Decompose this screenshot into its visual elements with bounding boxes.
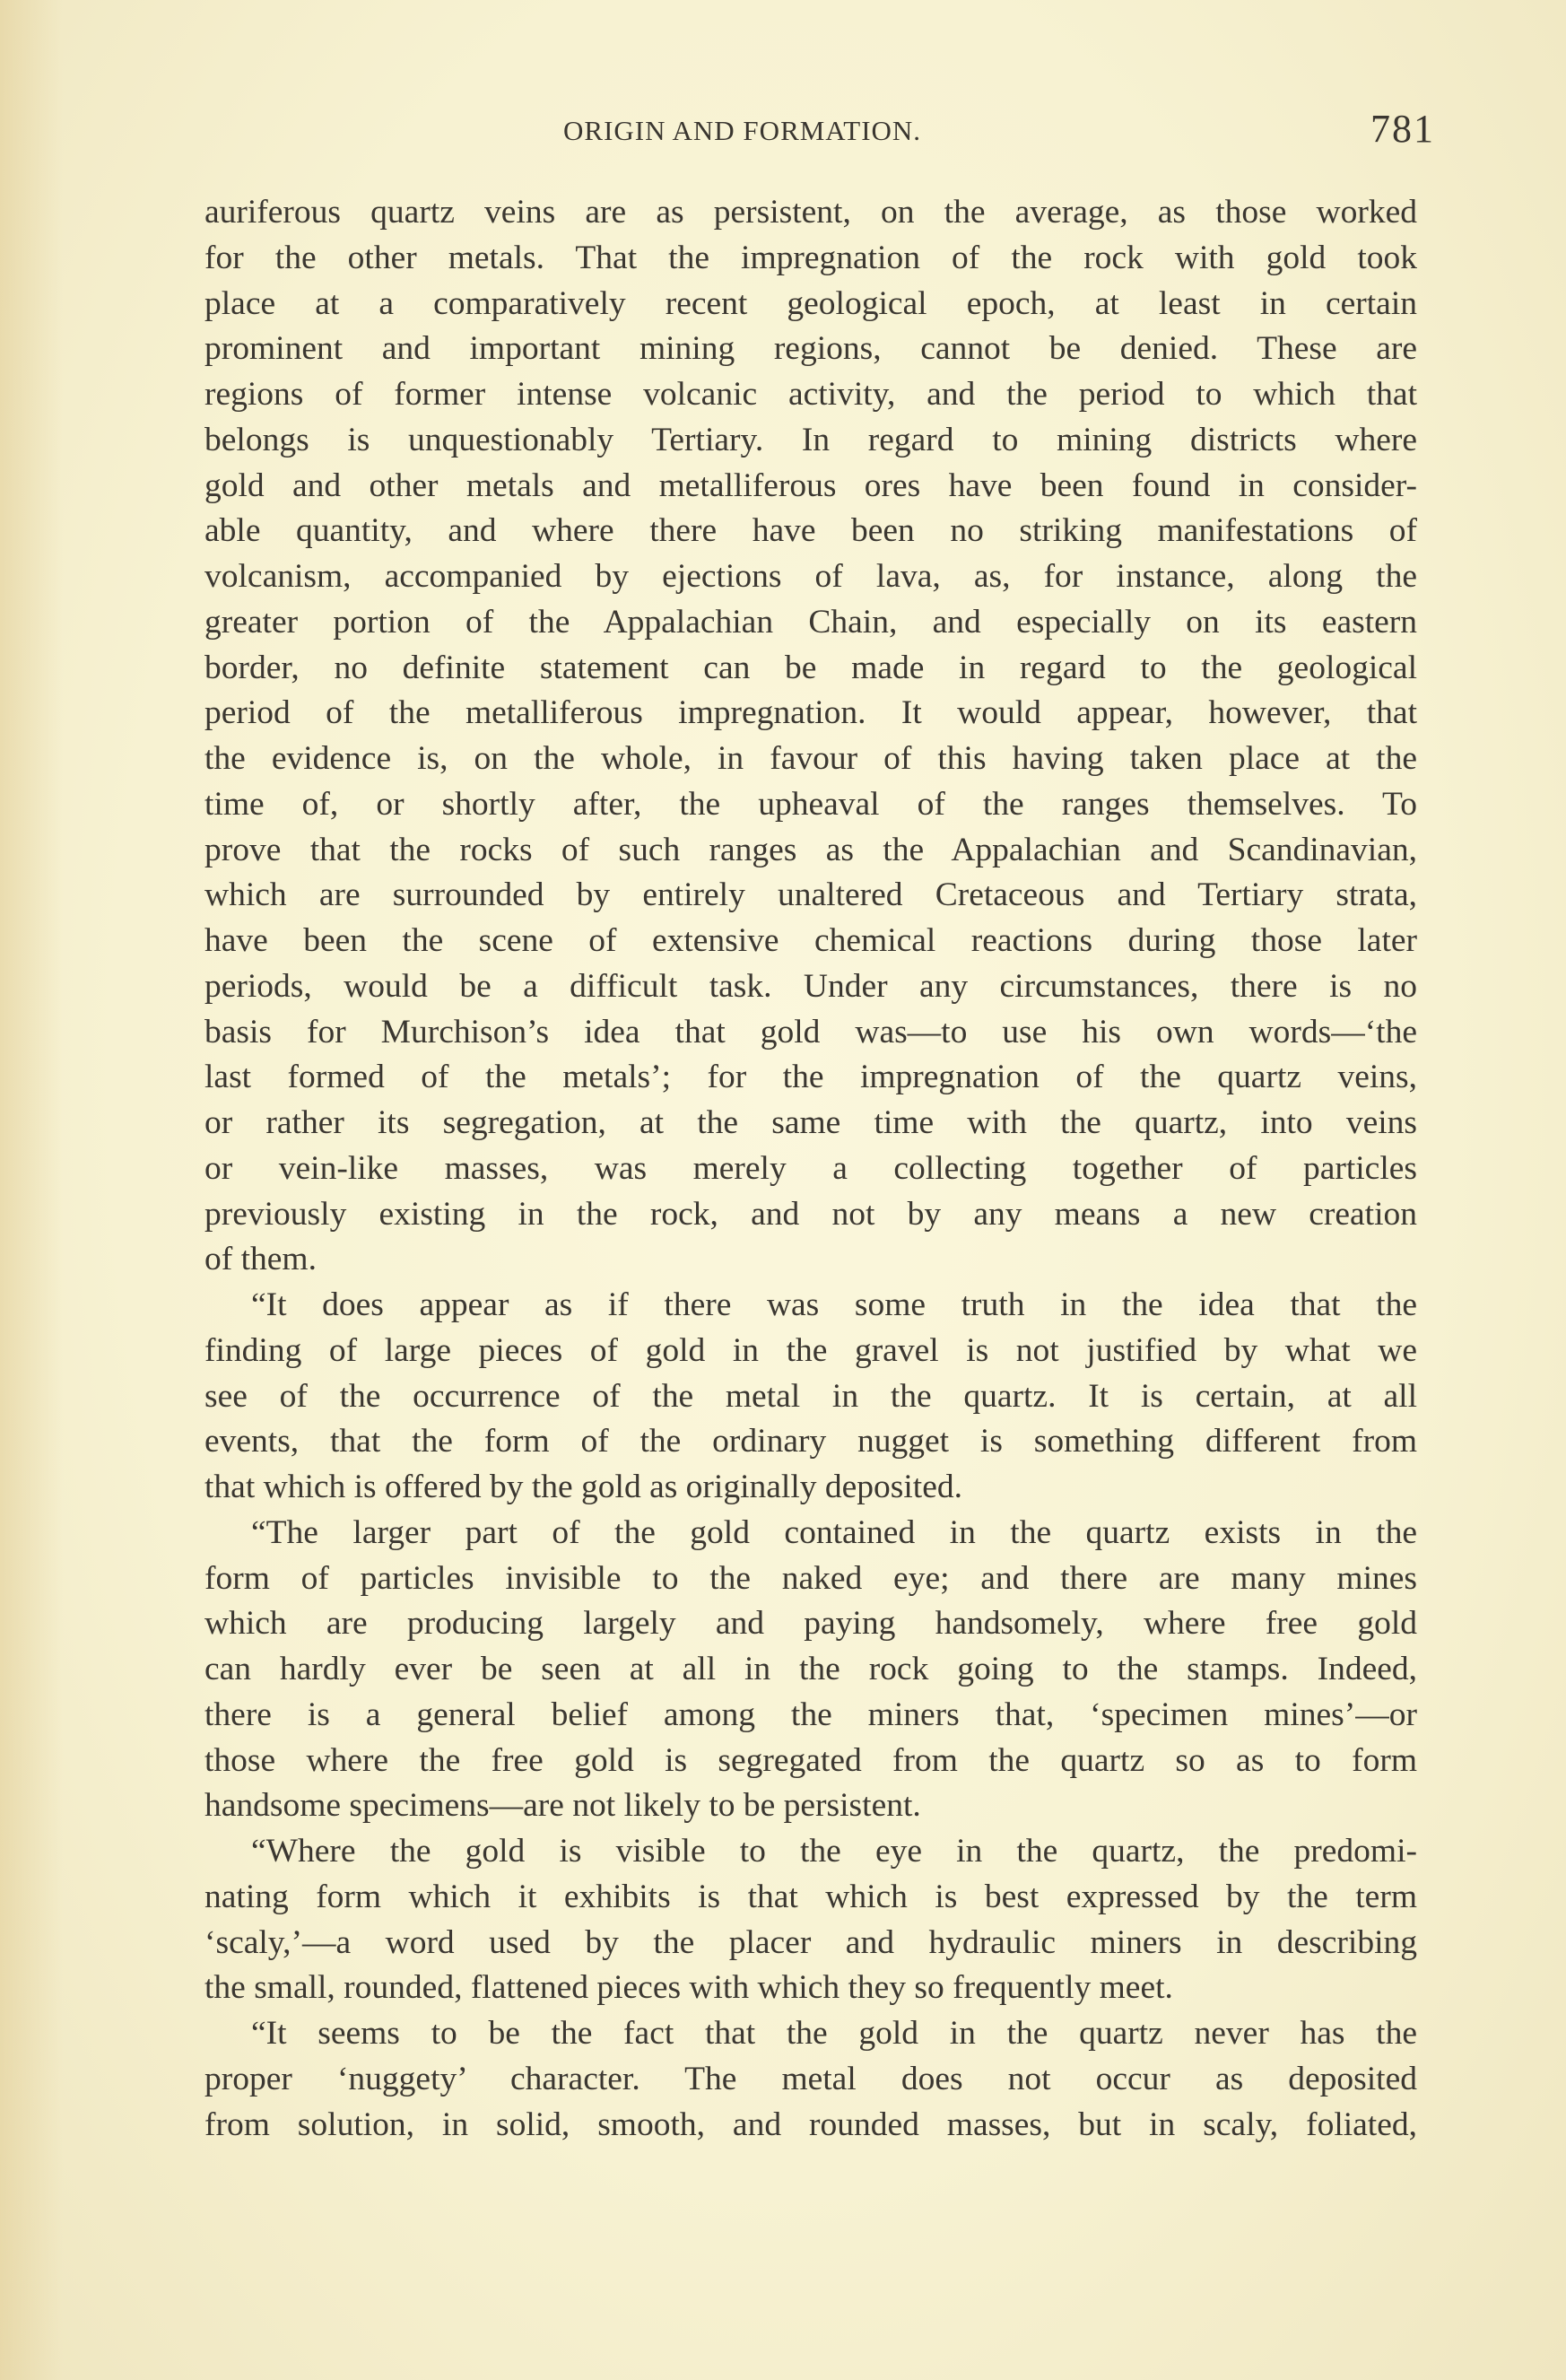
text-line: which are producing largely and paying handsomely, where free gold bbox=[204, 1605, 1417, 1643]
page-number: 781 bbox=[1370, 107, 1435, 151]
text-line: auriferous quartz veins are as persistent, on the average, as those worked bbox=[204, 194, 1417, 231]
page-edge-shading bbox=[0, 0, 63, 2380]
text-line: previously existing in the rock, and not by any means a new creation bbox=[204, 1195, 1417, 1233]
text-line: events, that the form of the ordinary nugget is something different from bbox=[204, 1423, 1417, 1460]
text-line: last formed of the metals’; for the impregnation of the quartz veins, bbox=[204, 1059, 1417, 1096]
text-line: “It does appear as if there was some truth in the idea that the bbox=[251, 1286, 1417, 1323]
text-line: handsome specimens—are not likely to be persistent. bbox=[204, 1787, 921, 1825]
text-line: or vein-like masses, was merely a collecting together of particles bbox=[204, 1149, 1417, 1187]
text-line: able quantity, and where there have been no striking manifestations of bbox=[204, 512, 1417, 550]
text-line: of them. bbox=[204, 1241, 317, 1278]
text-line: belongs is unquestionably Tertiary. In regard to mining districts where bbox=[204, 421, 1417, 458]
text-line: there is a general belief among the miners that, ‘specimen mines’—or bbox=[204, 1696, 1417, 1733]
text-line: volcanism, accompanied by ejections of lava, as, for instance, along the bbox=[204, 558, 1417, 595]
text-line: gold and other metals and metalliferous ores have been found in consider- bbox=[204, 466, 1417, 504]
text-line: greater portion of the Appalachian Chain, and especially on its eastern bbox=[204, 603, 1417, 641]
text-line: form of particles invisible to the naked eye; and there are many mines bbox=[204, 1559, 1417, 1597]
text-line: “Where the gold is visible to the eye in the quartz, the predomi- bbox=[251, 1833, 1417, 1870]
paragraph bbox=[204, 1283, 1417, 1511]
body-text bbox=[204, 190, 1417, 2148]
text-line: the evidence is, on the whole, in favour of this having taken place at the bbox=[204, 740, 1417, 777]
text-line: “The larger part of the gold contained in the quartz exists in the bbox=[251, 1513, 1417, 1551]
paragraph bbox=[204, 1511, 1417, 1829]
text-line: nating form which it exhibits is that which is best expressed by the term bbox=[204, 1878, 1417, 1915]
text-line: finding of large pieces of gold in the gravel is not justified by what we bbox=[204, 1331, 1417, 1369]
text-line: time of, or shortly after, the upheaval of the ranges themselves. To bbox=[204, 785, 1417, 823]
text-line: periods, would be a difficult task. Under any circumstances, there is no bbox=[204, 967, 1417, 1005]
text-line: the small, rounded, flattened pieces with which they so frequently meet. bbox=[204, 1969, 1173, 2007]
text-line: period of the metalliferous impregnation. It would appear, however, that bbox=[204, 694, 1417, 732]
text-line: proper ‘nuggety’ character. The metal does not occur as deposited bbox=[204, 2060, 1417, 2097]
text-line: regions of former intense volcanic activity, and the period to which that bbox=[204, 376, 1417, 413]
text-line: see of the occurrence of the metal in the quartz. It is certain, at all bbox=[204, 1377, 1417, 1415]
text-line: place at a comparatively recent geological epoch, at least in certain bbox=[204, 284, 1417, 322]
paragraph bbox=[204, 1829, 1417, 2011]
text-line: which are surrounded by entirely unaltered Cretaceous and Tertiary strata, bbox=[204, 876, 1417, 914]
text-line: have been the scene of extensive chemical reactions during those later bbox=[204, 922, 1417, 959]
text-line: prominent and important mining regions, cannot be denied. These are bbox=[204, 330, 1417, 368]
text-line: can hardly ever be seen at all in the rock going to the stamps. Indeed, bbox=[204, 1651, 1417, 1687]
text-line: from solution, in solid, smooth, and rounded masses, but in scaly, foliated, bbox=[204, 2105, 1417, 2143]
text-line: those where the free gold is segregated from the quartz so as to form bbox=[204, 1741, 1417, 1779]
paragraph bbox=[204, 190, 1417, 1283]
text-line: ‘scaly,’—a word used by the placer and hydraulic miners in describing bbox=[204, 1923, 1417, 1961]
paragraph bbox=[204, 2011, 1417, 2148]
text-line: basis for Murchison’s idea that gold was—to use his own words—‘the bbox=[204, 1013, 1417, 1051]
text-line: border, no definite statement can be made in regard to the geological bbox=[204, 649, 1417, 686]
text-line: or rather its segregation, at the same time with the quartz, into veins bbox=[204, 1104, 1417, 1141]
text-line: prove that the rocks of such ranges as the Appalachian and Scandinavian, bbox=[204, 831, 1417, 868]
text-line: that which is offered by the gold as originally deposited. bbox=[204, 1469, 962, 1505]
text-line: “It seems to be the fact that the gold in the quartz never has the bbox=[251, 2015, 1417, 2052]
running-title: ORIGIN AND FORMATION. bbox=[563, 115, 922, 146]
text-line: for the other metals. That the impregnation of the rock with gold took bbox=[204, 239, 1417, 276]
